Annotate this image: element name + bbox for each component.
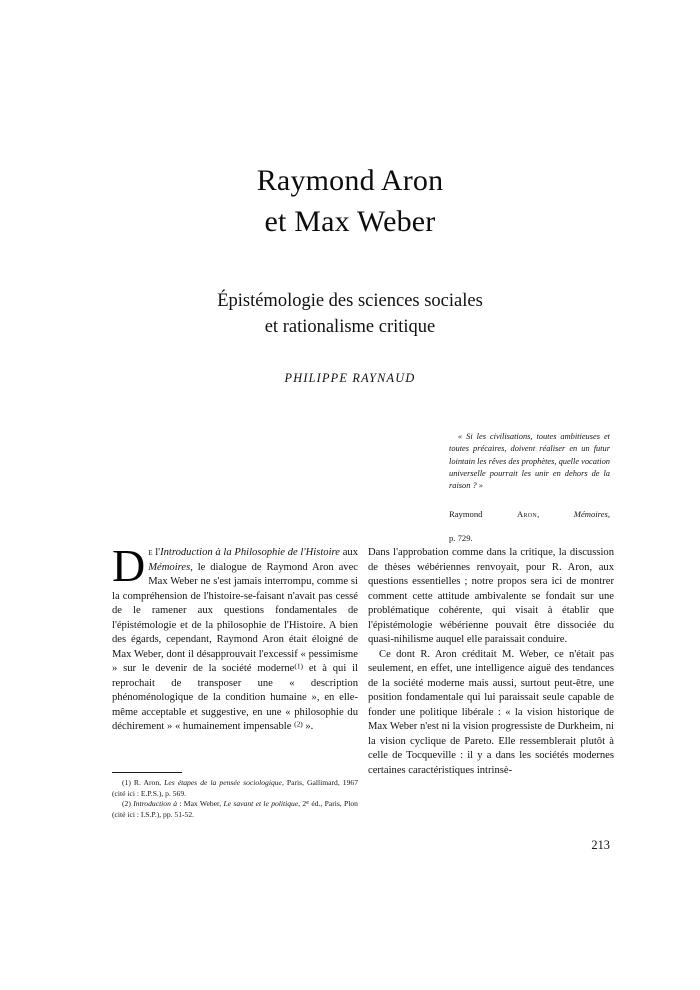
footnote-1-italic-title: Les étapes de la pensée sociologique — [164, 778, 282, 787]
page-number: 213 — [591, 838, 610, 852]
epigraph-source-work: Mémoires — [573, 509, 608, 519]
epigraph-source-page: p. 729. — [449, 533, 473, 544]
footnote-separator-rule — [112, 772, 182, 773]
subtitle-line-2: et rationalisme critique — [264, 317, 436, 338]
footnote-item-2 — [112, 799, 358, 820]
epigraph-source-line: Raymond Aron, Mémoires, — [449, 509, 610, 519]
footnote-ref-2[interactable]: (2) — [294, 719, 303, 729]
page-subtitle — [90, 288, 610, 341]
work-title-memoires: Mémoires — [148, 561, 191, 573]
epigraph-source-author-first: Raymond — [449, 509, 483, 519]
subtitle-block — [90, 288, 610, 341]
footnote-2-part1: : Max Weber, — [177, 799, 224, 809]
subtitle-line-1: Épistémologie des sciences sociales — [217, 291, 483, 311]
footnote-area — [112, 772, 358, 821]
footnote-2-italic-1: Introduction à — [133, 799, 178, 809]
footnote-2-ordinal: e — [306, 799, 309, 807]
title-block — [90, 160, 610, 243]
author-name: PHILIPPE RAYNAUD — [284, 371, 416, 385]
drop-cap: D — [112, 540, 146, 591]
paragraph-right-1: Dans l'approbation comme dans la critique, la discussion de thèses wébériennes renvoyait, pour R. Aron, aux questions essentielles ; notre propos sera ici de montrer comment cette attitude ambivalente se fondait sur une problématique cohérente, qui visait à établir que l'épistémologie wébérienne pouvait être dissociée du quasi-nihilisme auquel elle paraissait conduire. — [368, 547, 614, 645]
body-column-left — [112, 540, 358, 735]
paragraph-left-1-part2: aux — [339, 547, 358, 558]
paragraph-left-1 — [112, 540, 358, 735]
epigraph-quote — [449, 431, 610, 493]
epigraph-text: « Si les civilisations, toutes ambitieuses et toutes précaires, doivent réaliser en un futur lointain les rêves des prophètes, quelle vocation universelle pourrait les unir en dehors de la raison ? » — [449, 432, 610, 491]
footnote-1-part1: R. Aron, — [130, 778, 165, 787]
paragraph-left-1-part5: ». — [302, 721, 314, 732]
footnote-1-part2: , Paris, Gallimard, 1967 (cité ici : E.P.S.), p. 569. — [112, 778, 358, 798]
author-block — [90, 371, 610, 386]
footnote-ref-1[interactable]: (1) — [294, 661, 304, 671]
work-title-introduction: Introduction à la Philosophie de l'Histoire — [160, 547, 340, 558]
footnote-item-1 — [112, 778, 358, 799]
paragraph-left-1-part3: , le dialogue de Raymond Aron avec Max Weber ne s'est jamais interrompu, comme si la compréhension de l'histoire-se-faisant n'avait pas cessé de le ramener aux questions fondamentales de l'épistémologie et de la philosophie de l'Histoire. A bien des égards, cependant, Raymond Aron était éloigné de Max Weber, dont il désapprouvait l'excessif « pessimisme » sur le devenir de la société moderne — [112, 561, 358, 674]
paragraph-right-2: Ce dont R. Aron créditait M. Weber, ce n'était pas seulement, en effet, une intelligence aiguë des tendances de la société moderne mais aussi, surtout peut-être, une position fondamentale qui lui paraissait seule capable de fonder une politique libérale : « la vision historique de Max Weber n'est ni la vision progressiste de Durkheim, ni la vision cyclique de Pareto. Elle ressemblerait plutôt à celle de Tocqueville : il y a dans les sociétés modernes certaines caractéristiques intrinsè- — [368, 648, 614, 776]
footnote-2-part3: éd., Paris, Plon (cité ici : I.S.P.), pp. 51-52. — [112, 799, 358, 819]
title-line-1: Raymond Aron — [256, 164, 444, 197]
title-line-2: et Max Weber — [264, 205, 436, 239]
footnote-2-marker: (2) — [122, 799, 131, 809]
body-column-right — [368, 546, 614, 778]
epigraph-source-separator: , — [537, 509, 540, 519]
paragraph-left-1-part4: et à qui il reprochait de transposer une « description phénoménologique de la condition humaine », en elle-même acceptable et suggestive, en une « philosophie du déchirement » « humainement impensable — [112, 663, 358, 732]
epigraph-source-author-last: Aron — [516, 509, 538, 519]
footnote-1-marker: (1) — [122, 778, 131, 787]
page-title — [90, 160, 610, 243]
footnote-2-italic-2: Le savant et le politique — [223, 799, 299, 809]
epigraph-source — [449, 508, 610, 545]
small-cap-letter: e — [148, 547, 153, 558]
footnote-list — [112, 778, 358, 821]
paragraph-left-1-part1: l' — [152, 547, 161, 558]
footnote-2-part2: , 2 — [298, 799, 307, 809]
